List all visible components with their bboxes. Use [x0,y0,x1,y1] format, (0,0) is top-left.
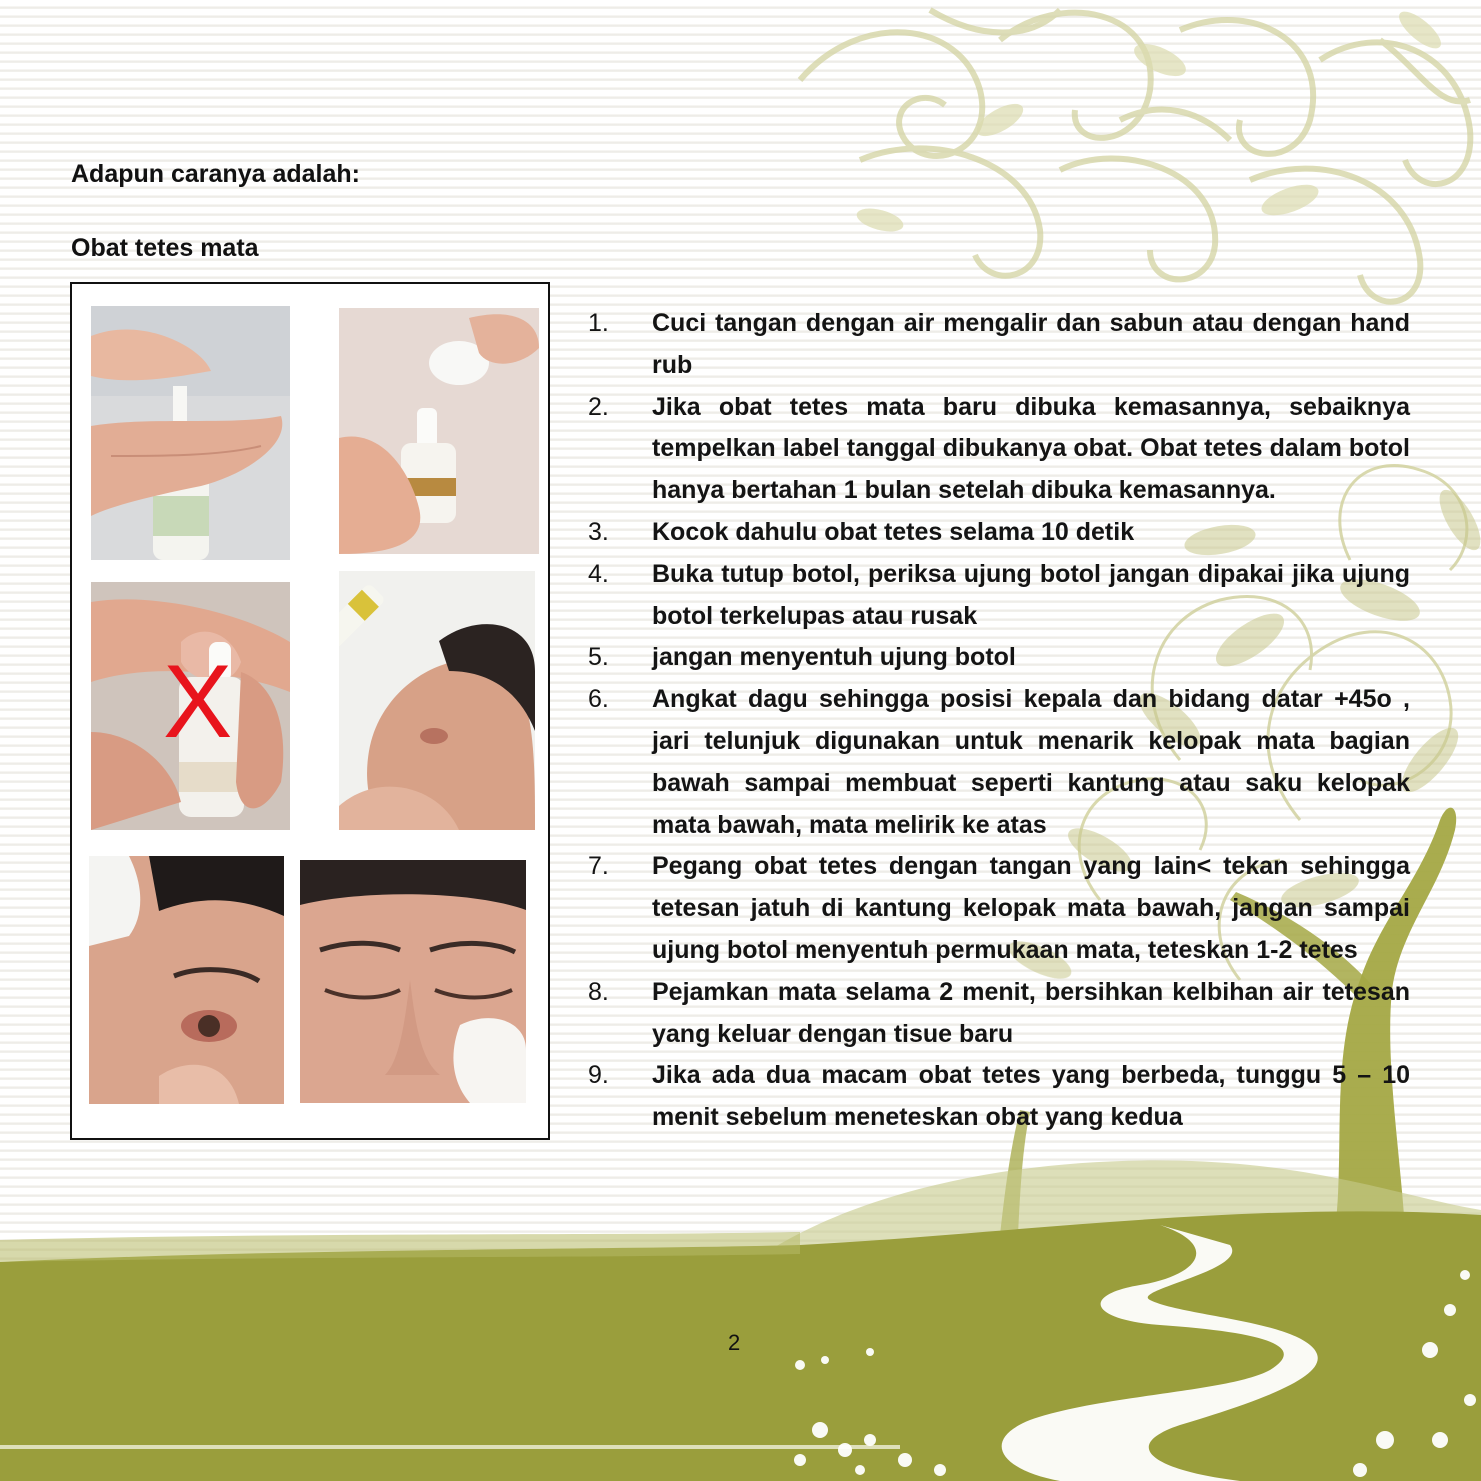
apply-drop-photo [89,856,284,1104]
step-number: 7. [588,852,609,881]
step-text: jangan menyentuh ujung botol [652,643,1016,672]
step-number: 2. [588,392,609,421]
step-number: 3. [588,517,609,546]
photo-collage-frame [70,282,550,1140]
list-item [588,303,1410,387]
step-text: Cuci tangan dengan air mengalir dan sabun atau dengan hand rub [652,309,1410,379]
list-item [588,679,1410,846]
page-number: 2 [728,1330,741,1355]
page-heading: Adapun caranya adalah: [71,160,360,188]
step-text: Angkat dagu sehingga posisi kepala dan bidang datar +45o , jari telunjuk digunakan untuk menarik kelopak mata bagian bawah sampai membuat seperti kantung atau saku kelopak mata bawah, mata melirik ke atas [652,685,1410,839]
tilt-head-photo [339,571,535,830]
list-item [588,554,1410,638]
step-number: 1. [588,309,609,337]
step-text: Buka tutup botol, periksa ujung botol jangan dipakai jika ujung botol terkelupas atau rusak [652,559,1410,630]
list-item [588,846,1410,971]
list-item [588,972,1410,1056]
step-text: Pejamkan mata selama 2 menit, bersihkan kelbihan air tetesan yang keluar dengan tisue baru [652,977,1410,1048]
bottle-tip-photo [91,582,290,830]
step-number: 8. [588,977,609,1006]
step-text: Jika ada dua macam obat tetes yang berbeda, tunggu 5 – 10 menit sebelum meneteskan obat yang kedua [652,1061,1410,1132]
step-text: Kocok dahulu obat tetes selama 10 detik [652,517,1135,546]
step-text: Pegang obat tetes dengan tangan yang lain< tekan sehingga tetesan jatuh di kantung kelopak mata bawah, jangan sampai ujung botol menyentuh permukaan mata, teteskan 1-2 tetes [652,852,1410,964]
wrong-mark-icon: X [163,644,233,760]
instruction-list [588,303,1410,1139]
hand-wash-photo [91,306,290,560]
list-item [588,387,1410,512]
section-subheading: Obat tetes mata [71,234,259,262]
step-number: 9. [588,1061,609,1090]
list-item [588,1055,1410,1139]
closed-eyes-photo [300,860,526,1103]
list-item [588,512,1410,554]
bottle-cap-photo [339,308,539,554]
step-number: 6. [588,685,609,714]
step-number: 4. [588,559,609,588]
list-item [588,637,1410,679]
step-text: Jika obat tetes mata baru dibuka kemasannya, sebaiknya tempelkan label tanggal dibukanya obat. Obat tetes dalam botol hanya bertahan 1 bulan setelah dibuka kemasannya. [652,392,1410,505]
step-number: 5. [588,643,609,672]
